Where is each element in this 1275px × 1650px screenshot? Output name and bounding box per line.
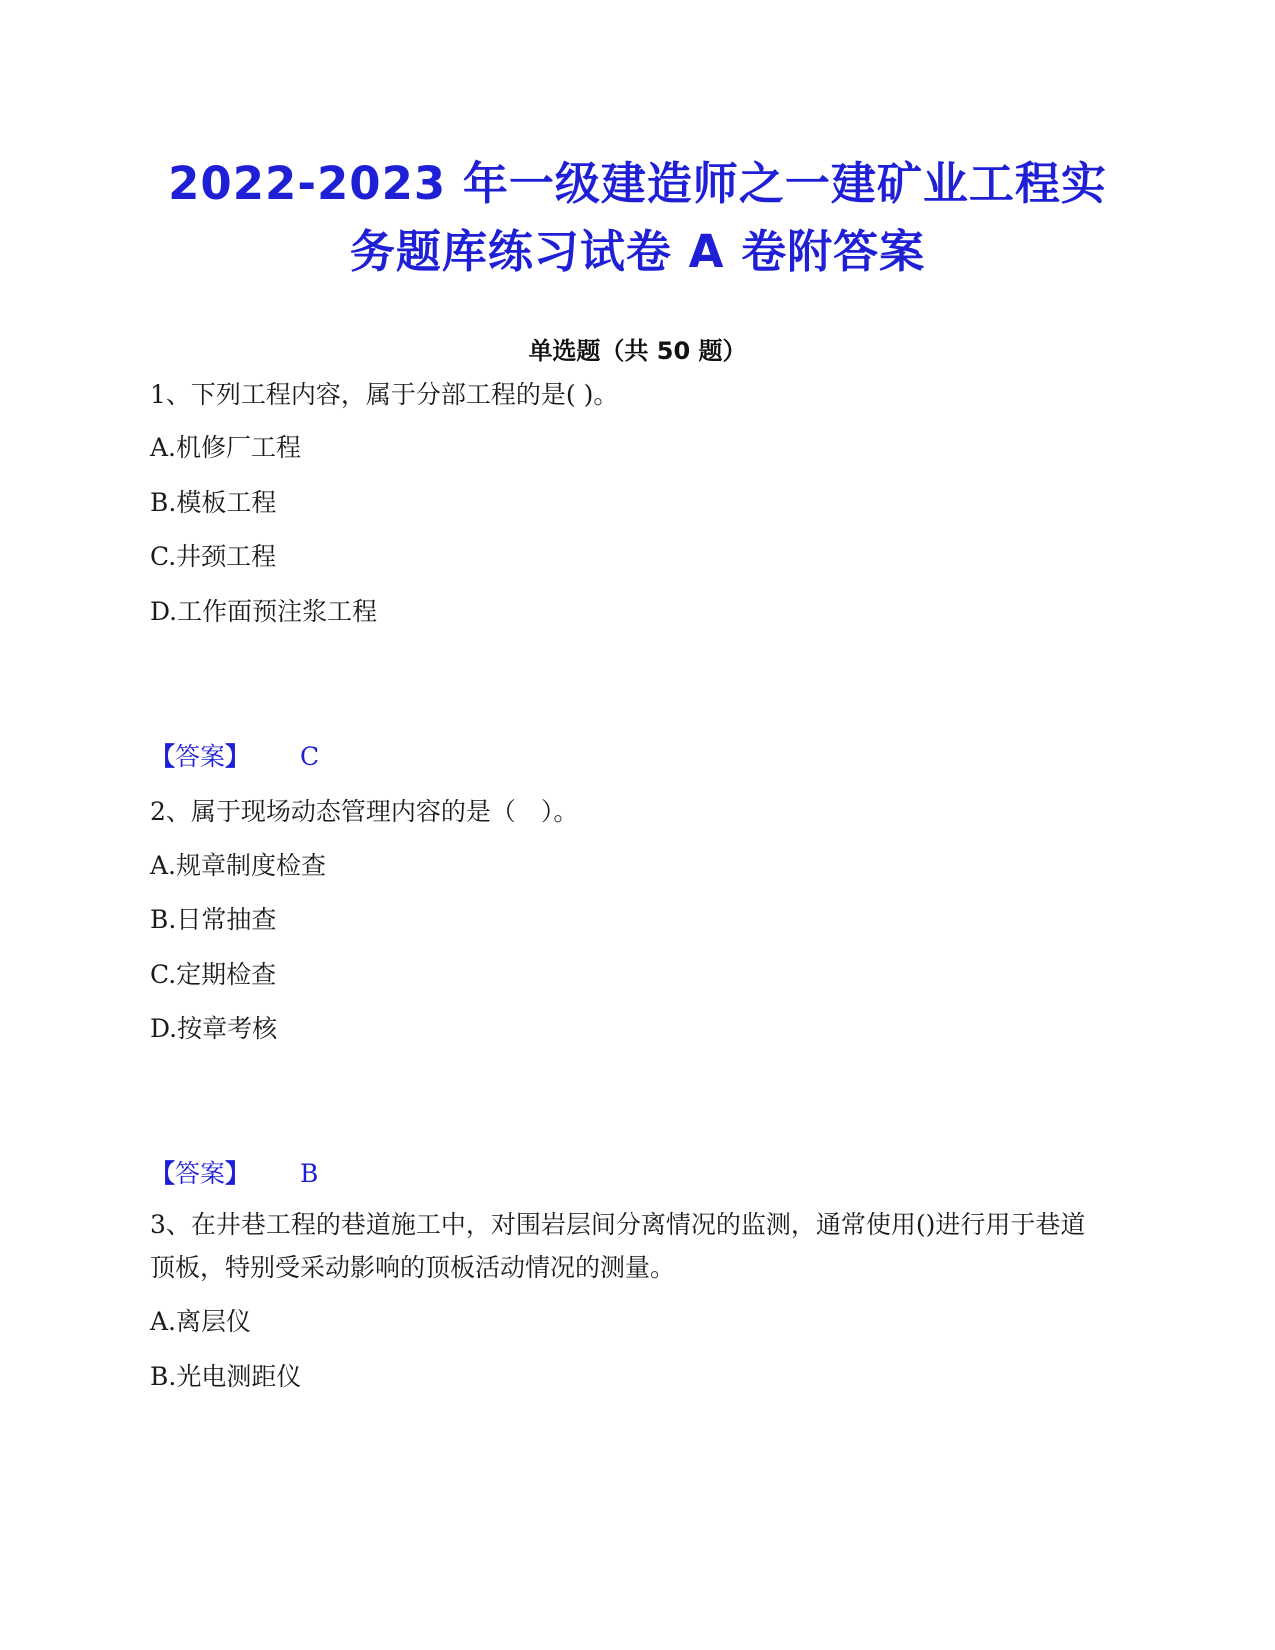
title-line-1: 2022-2023 年一级建造师之一建矿业工程实 (168, 157, 1107, 210)
question-1-option-a: A.机修厂工程 (150, 433, 302, 462)
section-heading: 单选题（共 50 题） (528, 337, 747, 365)
document-title (0, 150, 1275, 286)
question-3-option-b: B.光电测距仪 (150, 1362, 302, 1391)
question-2-option-d: D.按章考核 (150, 1014, 278, 1043)
answer-label: 答案 (175, 1159, 226, 1188)
question-2-answer (150, 1158, 318, 1190)
question-2-option-c: C.定期检查 (150, 960, 277, 989)
question-1-option-c: C.井颈工程 (150, 542, 277, 571)
title-line-2: 务题库练习试卷 A 卷附答案 (349, 225, 926, 278)
question-3-option-a: A.离层仪 (150, 1307, 252, 1336)
answer-open-bracket: 【 (150, 742, 176, 771)
answer-value: B (300, 1159, 319, 1188)
answer-value: C (300, 742, 320, 771)
question-2-option-b: B.日常抽查 (150, 905, 277, 934)
question-1-option-b: B.模板工程 (150, 488, 277, 517)
answer-tag (150, 742, 250, 771)
question-3-stem: 3、在井巷工程的巷道施工中，对围岩层间分离情况的监测，通常使用()进行用于巷道顶板，特别受采动影响的顶板活动情况的测量。 (150, 1210, 1086, 1282)
question-2-option-a: A.规章制度检查 (150, 851, 327, 880)
answer-label: 答案 (175, 742, 226, 771)
answer-close-bracket: 】 (225, 1159, 251, 1188)
question-2-stem: 2、属于现场动态管理内容的是（ ）。 (150, 797, 579, 826)
question-1-option-d: D.工作面预注浆工程 (150, 597, 378, 626)
answer-open-bracket: 【 (150, 1159, 176, 1188)
answer-close-bracket: 】 (225, 742, 251, 771)
answer-tag (150, 1159, 250, 1188)
question-1-answer (150, 741, 319, 773)
question-1-stem: 1、下列工程内容，属于分部工程的是( )。 (150, 380, 619, 409)
